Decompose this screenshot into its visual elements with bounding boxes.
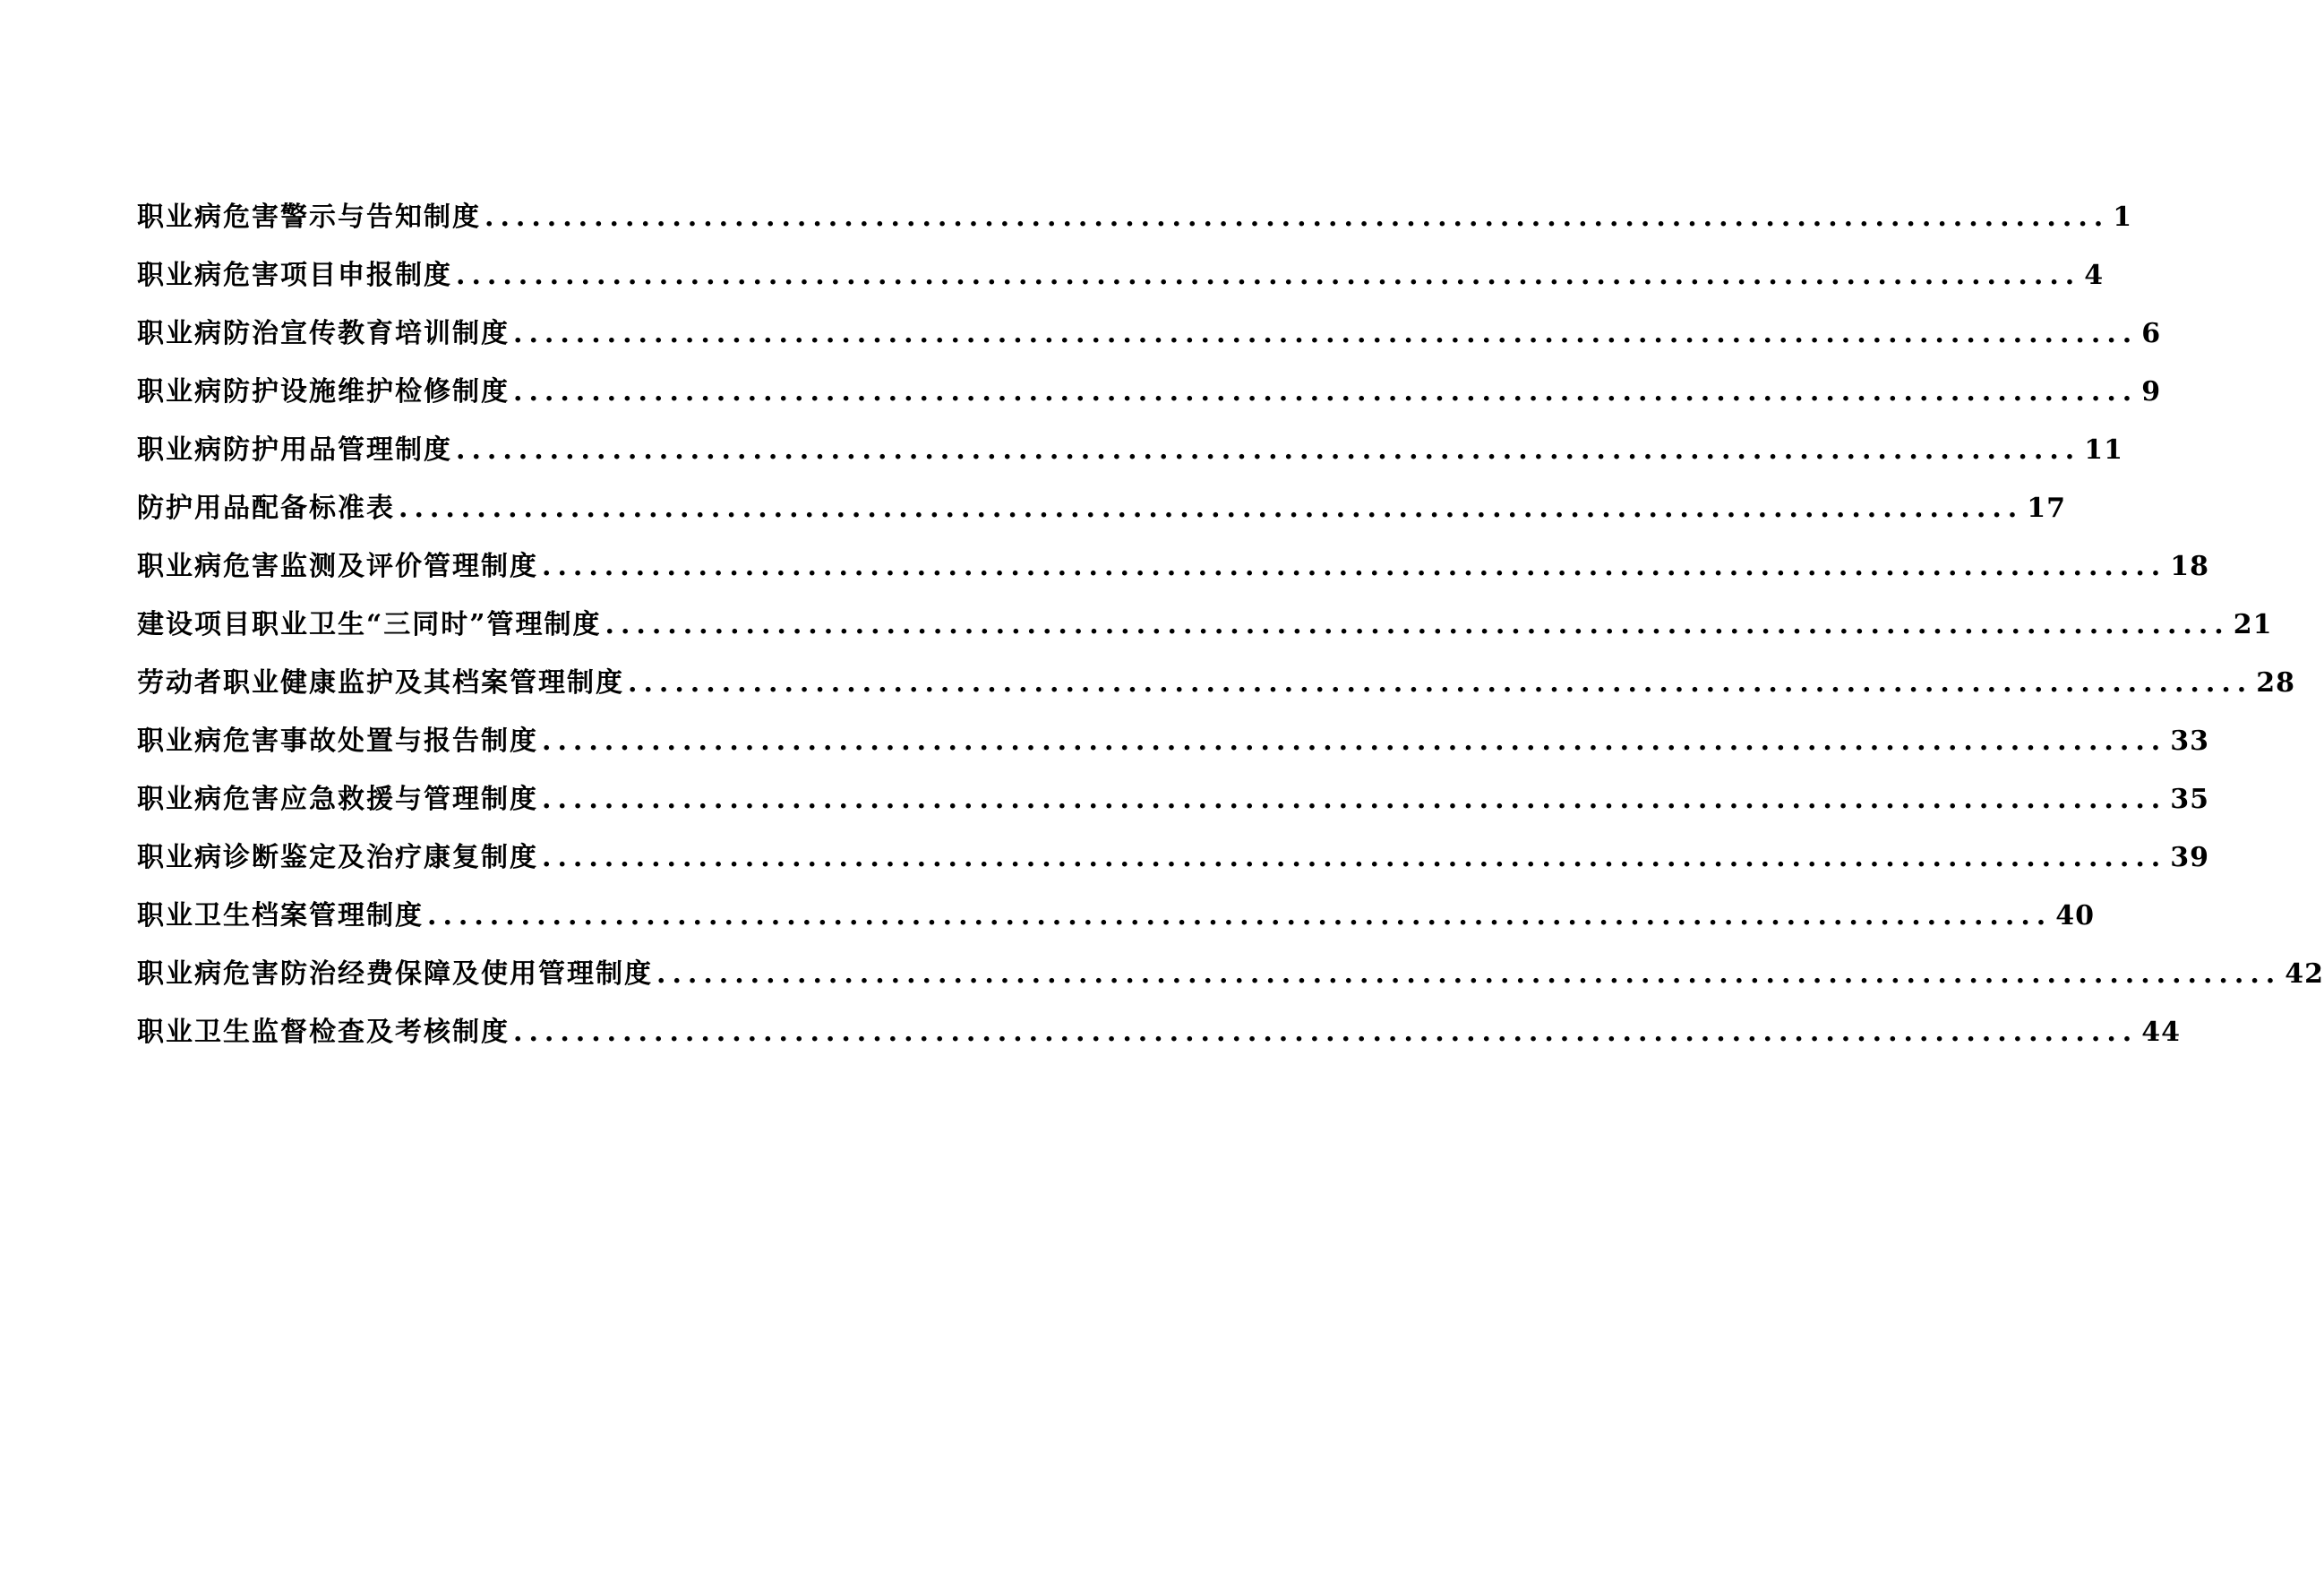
toc-entry-title: 防护用品配备标准表 — [137, 493, 395, 524]
toc-entry-title: 职业病防护用品管理制度 — [137, 434, 452, 466]
dot-leader: ........................................................................................................ — [542, 551, 2167, 582]
toc-entry[interactable] — [137, 363, 2162, 421]
toc-entry[interactable] — [137, 421, 2123, 479]
toc-entry-title: 职业病危害项目申报制度 — [137, 260, 452, 291]
dot-leader: ........................................................................................................ — [513, 1017, 2139, 1048]
toc-entry-title: 职业病危害监测及评价管理制度 — [137, 551, 538, 582]
toc-entry-title: 职业病危害应急救援与管理制度 — [137, 784, 538, 815]
dot-leader: ........................................................................................................ — [513, 318, 2139, 349]
toc-entry-title: 职业病防治宣传教育培训制度 — [137, 318, 510, 349]
dot-leader: ........................................................................................................ — [605, 609, 2230, 640]
toc-entry-title: 职业病危害警示与告知制度 — [137, 202, 481, 233]
toc-entry-title: 职业病防护设施维护检修制度 — [137, 376, 510, 408]
toc-entry[interactable] — [137, 537, 2209, 596]
toc-entry-page: 40 — [2055, 900, 2095, 931]
toc-entry[interactable] — [137, 945, 2324, 1003]
toc-entry[interactable] — [137, 305, 2162, 363]
toc-entry-page: 28 — [2256, 667, 2295, 699]
toc-entry-title: 职业病危害事故处置与报告制度 — [137, 725, 538, 757]
toc-entry-page: 18 — [2170, 551, 2209, 582]
dot-leader: ........................................................................................................ — [542, 725, 2167, 757]
toc-entry[interactable] — [137, 712, 2209, 770]
toc-entry-title: 劳动者职业健康监护及其档案管理制度 — [137, 667, 624, 699]
toc-entry-page: 35 — [2170, 784, 2209, 815]
toc-entry[interactable] — [137, 654, 2295, 712]
toc-entry-page: 39 — [2170, 842, 2209, 873]
toc-entry-title: 建设项目职业卫生“三同时”管理制度 — [137, 609, 602, 640]
toc-entry-title: 职业病危害防治经费保障及使用管理制度 — [137, 958, 653, 990]
toc-entry-page: 6 — [2141, 318, 2162, 349]
dot-leader: ........................................................................................................ — [656, 958, 2282, 990]
table-of-contents — [137, 188, 2324, 1061]
toc-entry[interactable] — [137, 828, 2209, 887]
toc-entry[interactable] — [137, 246, 2105, 305]
dot-leader: ........................................................................................................ — [456, 260, 2081, 291]
toc-entry-title: 职业卫生档案管理制度 — [137, 900, 424, 931]
toc-entry-title: 职业病诊断鉴定及治疗康复制度 — [137, 842, 538, 873]
toc-entry-page: 44 — [2141, 1017, 2181, 1048]
toc-entry[interactable] — [137, 887, 2095, 945]
dot-leader: ........................................................................................................ — [542, 784, 2167, 815]
toc-entry-page: 17 — [2027, 493, 2066, 524]
toc-entry[interactable] — [137, 479, 2066, 537]
dot-leader: ........................................................................................................ — [456, 434, 2081, 466]
toc-entry-page: 42 — [2285, 958, 2324, 990]
toc-entry-page: 11 — [2084, 434, 2123, 466]
toc-entry[interactable] — [137, 596, 2273, 654]
toc-entry[interactable] — [137, 1003, 2181, 1061]
dot-leader: ........................................................................................................ — [485, 202, 2110, 233]
toc-entry-page: 4 — [2084, 260, 2105, 291]
toc-entry-page: 9 — [2141, 376, 2162, 408]
dot-leader: ........................................................................................................ — [399, 493, 2024, 524]
dot-leader: ........................................................................................................ — [542, 842, 2167, 873]
dot-leader: ........................................................................................................ — [628, 667, 2253, 699]
toc-entry-page: 1 — [2113, 202, 2133, 233]
dot-leader: ........................................................................................................ — [513, 376, 2139, 408]
toc-entry-title: 职业卫生监督检查及考核制度 — [137, 1017, 510, 1048]
toc-entry[interactable] — [137, 770, 2209, 828]
toc-entry[interactable] — [137, 188, 2133, 246]
toc-entry-page: 33 — [2170, 725, 2209, 757]
toc-entry-page: 21 — [2233, 609, 2273, 640]
dot-leader: ........................................................................................................ — [427, 900, 2053, 931]
